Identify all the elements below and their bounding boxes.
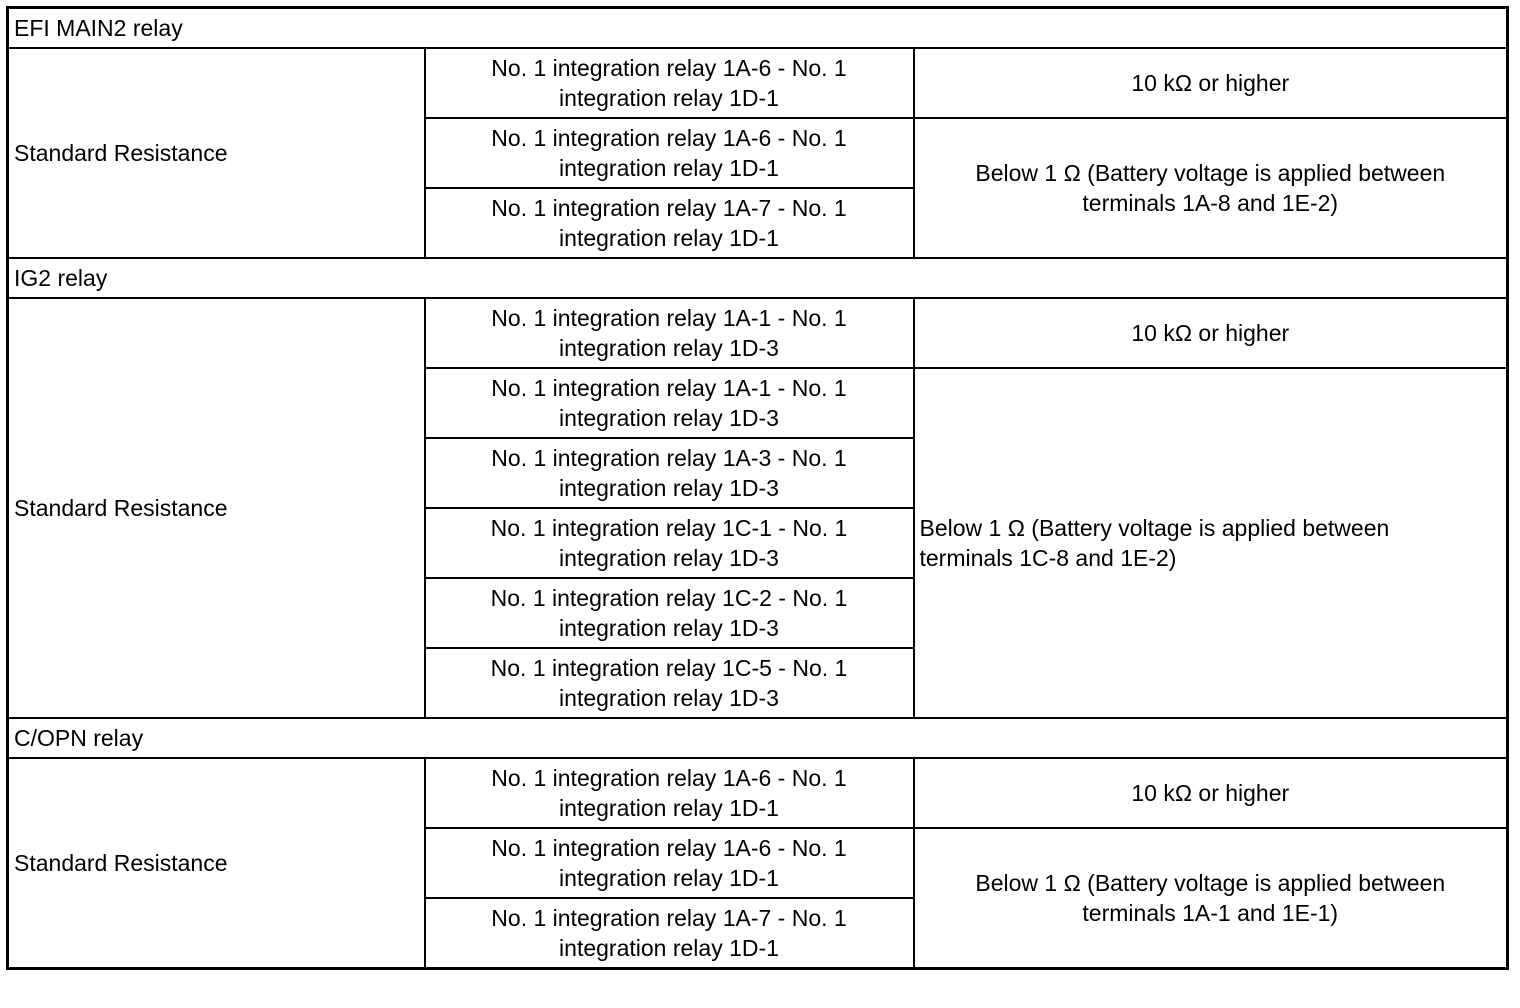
spec-line: terminals 1C-8 and 1E-2)	[919, 545, 1177, 571]
terminal-cell	[425, 48, 914, 118]
spec-closed-cell	[914, 828, 1508, 969]
terminal-line: No. 1 integration relay 1C-5 - No. 1	[490, 655, 848, 681]
terminal-line: integration relay 1D-3	[559, 475, 779, 501]
table-row	[8, 48, 1508, 118]
terminal-cell	[425, 648, 914, 718]
condition-cell: Standard Resistance	[8, 298, 425, 718]
terminal-line: No. 1 integration relay 1A-1 - No. 1	[491, 375, 847, 401]
terminal-cell	[425, 188, 914, 258]
terminal-cell	[425, 758, 914, 828]
spec-line: terminals 1A-8 and 1E-2)	[1082, 190, 1339, 216]
condition-cell: Standard Resistance	[8, 758, 425, 969]
section-header-row	[8, 258, 1508, 298]
terminal-cell	[425, 578, 914, 648]
terminal-line: No. 1 integration relay 1A-1 - No. 1	[491, 305, 847, 331]
terminal-line: No. 1 integration relay 1A-7 - No. 1	[491, 905, 847, 931]
spec-open-cell: 10 kΩ or higher	[914, 48, 1508, 118]
spec-open-cell: 10 kΩ or higher	[914, 758, 1508, 828]
spec-open-cell: 10 kΩ or higher	[914, 298, 1508, 368]
terminal-cell	[425, 828, 914, 898]
terminal-line: No. 1 integration relay 1A-6 - No. 1	[491, 125, 847, 151]
terminal-line: No. 1 integration relay 1A-6 - No. 1	[491, 765, 847, 791]
terminal-cell	[425, 508, 914, 578]
condition-cell: Standard Resistance	[8, 48, 425, 258]
spec-closed-cell	[914, 118, 1508, 258]
terminal-line: integration relay 1D-3	[559, 335, 779, 361]
spec-line: Below 1 Ω (Battery voltage is applied between	[919, 515, 1390, 541]
spec-line: Below 1 Ω (Battery voltage is applied between	[975, 870, 1446, 896]
terminal-line: No. 1 integration relay 1C-1 - No. 1	[490, 515, 848, 541]
terminal-line: integration relay 1D-3	[559, 545, 779, 571]
resistance-spec-table	[6, 6, 1509, 970]
spec-line: terminals 1A-1 and 1E-1)	[1082, 900, 1339, 926]
terminal-line: No. 1 integration relay 1A-7 - No. 1	[491, 195, 847, 221]
terminal-cell	[425, 298, 914, 368]
terminal-line: integration relay 1D-3	[559, 405, 779, 431]
terminal-line: integration relay 1D-1	[559, 85, 779, 111]
section-header-row	[8, 718, 1508, 758]
section-header-row	[8, 8, 1508, 49]
section-title: EFI MAIN2 relay	[8, 8, 1508, 49]
table-row	[8, 298, 1508, 368]
spec-line: Below 1 Ω (Battery voltage is applied between	[975, 160, 1446, 186]
spec-closed-cell	[914, 368, 1508, 718]
terminal-line: No. 1 integration relay 1A-3 - No. 1	[491, 445, 847, 471]
table-row	[8, 758, 1508, 828]
terminal-line: integration relay 1D-1	[559, 155, 779, 181]
terminal-line: No. 1 integration relay 1A-6 - No. 1	[491, 835, 847, 861]
terminal-cell	[425, 438, 914, 508]
terminal-line: integration relay 1D-3	[559, 615, 779, 641]
terminal-line: integration relay 1D-1	[559, 225, 779, 251]
terminal-cell	[425, 118, 914, 188]
terminal-cell	[425, 898, 914, 969]
terminal-cell	[425, 368, 914, 438]
terminal-line: integration relay 1D-1	[559, 935, 779, 961]
section-title: C/OPN relay	[8, 718, 1508, 758]
terminal-line: No. 1 integration relay 1A-6 - No. 1	[491, 55, 847, 81]
terminal-line: integration relay 1D-1	[559, 865, 779, 891]
terminal-line: No. 1 integration relay 1C-2 - No. 1	[490, 585, 848, 611]
section-title: IG2 relay	[8, 258, 1508, 298]
terminal-line: integration relay 1D-3	[559, 685, 779, 711]
terminal-line: integration relay 1D-1	[559, 795, 779, 821]
